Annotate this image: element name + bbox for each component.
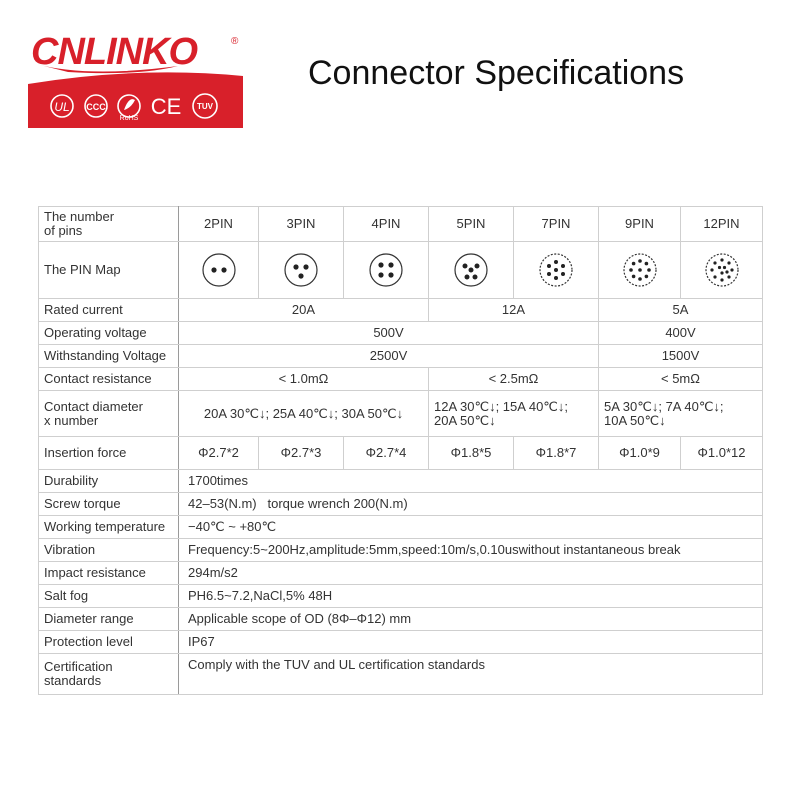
- table-row-contact-diameter: [39, 391, 763, 437]
- table-row-vibration: [39, 539, 763, 562]
- brand-name: CNLINKO: [31, 31, 198, 73]
- contact-diameter-9-12pin: 5A 30℃↓; 7A 40℃↓; 10A 50℃↓: [599, 391, 763, 437]
- ce-mark-icon: [151, 94, 182, 119]
- row-label: Insertion force: [39, 437, 179, 470]
- row-label: Diameter range: [39, 608, 179, 631]
- pin-map-2: [179, 242, 259, 299]
- withstanding-voltage-2-7pin: 2500V: [179, 345, 599, 368]
- svg-text:CE: CE: [150, 94, 182, 119]
- table-row-screw-torque: [39, 493, 763, 516]
- contact-resistance-9-12pin: < 5mΩ: [599, 368, 763, 391]
- pin-count-7: 7PIN: [514, 207, 599, 242]
- durability-value: 1700times: [179, 470, 763, 493]
- table-row-protection-level: [39, 631, 763, 654]
- insertion-force-2pin: Φ2.7*2: [179, 437, 259, 470]
- pin-map-12-icon: [704, 252, 740, 288]
- row-label: Contact diameter x number: [39, 391, 179, 437]
- pin-count-3: 3PIN: [259, 207, 344, 242]
- table-row-rated-current: [39, 299, 763, 322]
- page-title: Connector Specifications: [308, 54, 685, 92]
- pin-map-4: [344, 242, 429, 299]
- insertion-force-7pin: Φ1.8*7: [514, 437, 599, 470]
- insertion-force-3pin: Φ2.7*3: [259, 437, 344, 470]
- table-row-contact-resistance: [39, 368, 763, 391]
- row-label: Contact resistance: [39, 368, 179, 391]
- pin-map-5: [429, 242, 514, 299]
- row-label: Withstanding Voltage: [39, 345, 179, 368]
- impact-resistance-value: 294m/s2: [179, 562, 763, 585]
- insertion-force-5pin: Φ1.8*5: [429, 437, 514, 470]
- certification-band: [28, 72, 243, 128]
- row-label: Salt fog: [39, 585, 179, 608]
- row-label: Rated current: [39, 299, 179, 322]
- certification-value: Comply with the TUV and UL certification standards: [179, 654, 763, 695]
- row-label: Vibration: [39, 539, 179, 562]
- pin-map-7-icon: [538, 252, 574, 288]
- protection-level-value: IP67: [179, 631, 763, 654]
- table-row-insertion-force: [39, 437, 763, 470]
- cnlinko-wordmark: [28, 26, 243, 74]
- pin-map-5-icon: [453, 252, 489, 288]
- salt-fog-value: PH6.5~7.2,NaCl,5% 48H: [179, 585, 763, 608]
- table-row-impact-resistance: [39, 562, 763, 585]
- screw-torque-value: 42–53(N.m) torque wrench 200(N.m): [179, 493, 763, 516]
- row-label: Operating voltage: [39, 322, 179, 345]
- table-row-diameter-range: [39, 608, 763, 631]
- operating-voltage-9-12pin: 400V: [599, 322, 763, 345]
- insertion-force-4pin: Φ2.7*4: [344, 437, 429, 470]
- contact-diameter-2-4pin: 20A 30℃↓; 25A 40℃↓; 30A 50℃↓: [179, 391, 429, 437]
- pin-count-5: 5PIN: [429, 207, 514, 242]
- pin-count-9: 9PIN: [599, 207, 681, 242]
- pin-map-2-icon: [201, 252, 237, 288]
- pin-count-12: 12PIN: [681, 207, 763, 242]
- rated-current-5-7pin: 12A: [429, 299, 599, 322]
- cnlinko-logo: [28, 26, 243, 128]
- table-row-pin-map: [39, 242, 763, 299]
- table-row-pin-count: [39, 207, 763, 242]
- contact-resistance-5-7pin: < 2.5mΩ: [429, 368, 599, 391]
- pin-map-3-icon: [283, 252, 319, 288]
- table-row-withstanding-voltage: [39, 345, 763, 368]
- pin-count-2: 2PIN: [179, 207, 259, 242]
- withstanding-voltage-9-12pin: 1500V: [599, 345, 763, 368]
- table-row-durability: [39, 470, 763, 493]
- table-row-working-temperature: [39, 516, 763, 539]
- vibration-value: Frequency:5~200Hz,amplitude:5mm,speed:10m/s,0.10uswithout instantaneous break: [179, 539, 763, 562]
- rated-current-9-12pin: 5A: [599, 299, 763, 322]
- svg-text:TUV: TUV: [197, 102, 213, 111]
- contact-diameter-5-7pin: 12A 30℃↓; 15A 40℃↓; 20A 50℃↓: [429, 391, 599, 437]
- insertion-force-9pin: Φ1.0*9: [599, 437, 681, 470]
- registered-mark: ®: [231, 36, 239, 47]
- pin-map-3: [259, 242, 344, 299]
- operating-voltage-2-7pin: 500V: [179, 322, 599, 345]
- pin-count-4: 4PIN: [344, 207, 429, 242]
- pin-map-9: [599, 242, 681, 299]
- contact-resistance-2-4pin: < 1.0mΩ: [179, 368, 429, 391]
- diameter-range-value: Applicable scope of OD (8Φ–Φ12) mm: [179, 608, 763, 631]
- row-label: Protection level: [39, 631, 179, 654]
- spec-table: [38, 206, 763, 695]
- row-label: The number of pins: [39, 207, 179, 242]
- pin-map-4-icon: [368, 252, 404, 288]
- svg-text:RoHS: RoHS: [119, 115, 139, 122]
- row-label: Certification standards: [39, 654, 179, 695]
- insertion-force-12pin: Φ1.0*12: [681, 437, 763, 470]
- pin-map-9-icon: [622, 252, 658, 288]
- row-label: Impact resistance: [39, 562, 179, 585]
- row-label: Durability: [39, 470, 179, 493]
- working-temperature-value: −40℃ ~ +80℃: [179, 516, 763, 539]
- rated-current-2-4pin: 20A: [179, 299, 429, 322]
- row-label: The PIN Map: [39, 242, 179, 299]
- row-label: Screw torque: [39, 493, 179, 516]
- svg-text:CCC: CCC: [86, 102, 106, 112]
- table-row-operating-voltage: [39, 322, 763, 345]
- table-row-certification: [39, 654, 763, 695]
- pin-map-12: [681, 242, 763, 299]
- table-row-salt-fog: [39, 585, 763, 608]
- pin-map-7: [514, 242, 599, 299]
- row-label: Working temperature: [39, 516, 179, 539]
- svg-text:UL: UL: [54, 100, 70, 114]
